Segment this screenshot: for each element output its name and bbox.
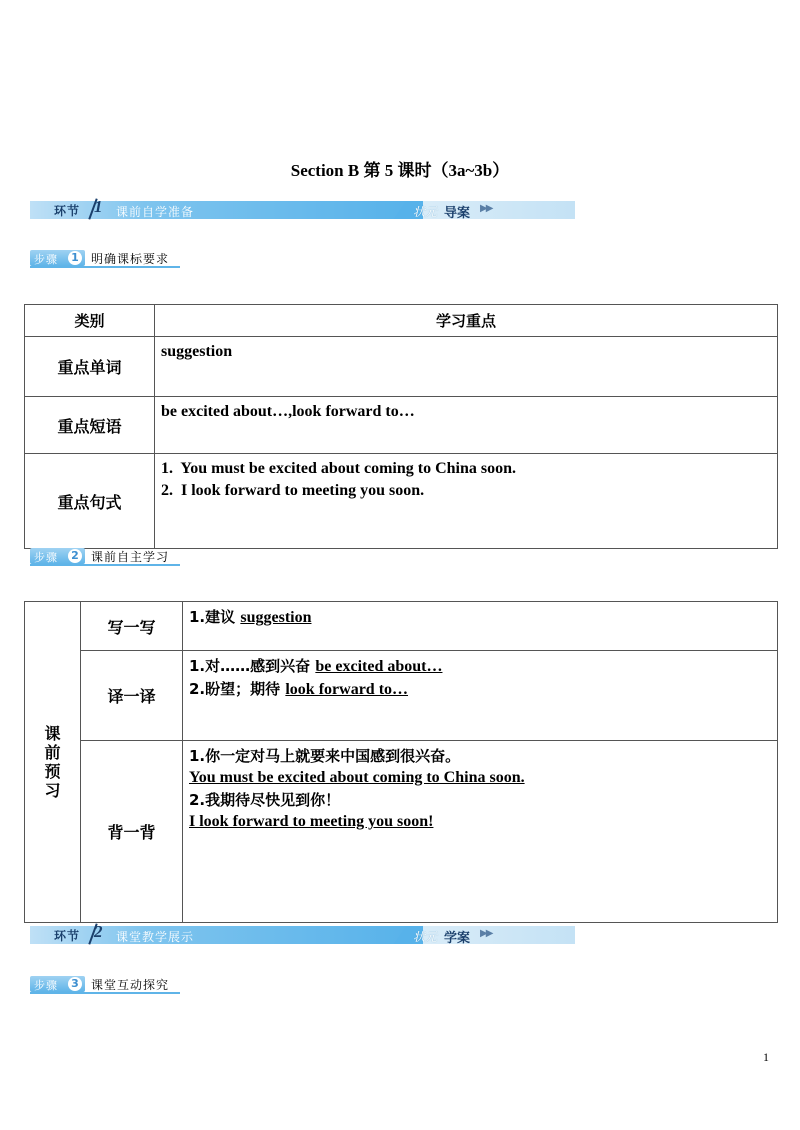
preview-table [24,601,778,923]
section-banner-1 [30,197,575,221]
answer-text: suggestion [240,609,312,626]
step-number: 2 [68,549,82,563]
row-value [155,454,778,549]
double-arrow-icon: ▶▶ [480,203,492,214]
double-arrow-icon: ▶▶ [480,928,492,939]
row-label: 重点单词 [25,337,155,397]
step-underline [30,992,180,994]
value-line: be excited about…,look forward to… [161,403,415,420]
banner-huanjie-label: 环节 [54,204,81,218]
step-label-2 [30,548,180,564]
row-value [183,741,778,923]
banner-tag-bold: 学案 [444,931,471,946]
value-line: 1. You must be excited about coming to China soon. [161,460,516,477]
learning-focus-table [24,304,778,549]
answer-text: be excited about… [315,658,443,675]
section-banner-2 [30,922,575,946]
step-underline [30,564,180,566]
banner-tag-light: 状元 [413,930,438,944]
value-line: suggestion [161,343,233,360]
row-label: 背一背 [81,741,183,923]
value-line [189,655,771,678]
step-number: 1 [68,251,82,265]
value-line: 2.我期待尽快见到你！ [189,791,341,809]
table-row [25,651,778,741]
step-label-3 [30,976,180,992]
banner-number: 1 [94,197,103,216]
banner-number: 2 [94,922,103,941]
side-char: 习 [44,781,61,800]
step-number: 3 [68,977,82,991]
table-row [25,337,778,397]
prompt-text: 2.盼望；期待 [189,680,286,698]
step-word: 步骤 [34,551,58,564]
banner-tag-bold: 导案 [444,206,471,221]
page-title: Section B 第 5 课时（3a~3b） [290,161,510,180]
banner-tag-light: 状元 [413,205,438,219]
prompt-text: 1.对……感到兴奋 [189,657,316,675]
header-focus: 学习重点 [155,305,778,337]
banner-text: 课堂教学展示 [116,930,195,944]
row-value [155,337,778,397]
row-label: 重点短语 [25,397,155,454]
banner-bar [30,926,415,944]
table-row [25,741,778,923]
value-line [189,678,771,701]
row-label: 译一译 [81,651,183,741]
row-label: 写一写 [81,602,183,651]
row-value [155,397,778,454]
prompt-text: 1.建议 [189,608,241,626]
page-number: 1 [763,1050,769,1064]
step-text: 明确课标要求 [91,252,170,266]
step-label-1 [30,250,180,266]
step-badge [30,250,85,266]
step-badge [30,548,85,564]
row-label: 重点句式 [25,454,155,549]
step-badge [30,976,85,992]
side-char: 预 [44,762,61,781]
value-line: 1.你一定对马上就要来中国感到很兴奋。 [189,747,461,765]
answer-text: I look forward to meeting you soon! [189,813,434,830]
value-line: 2. I look forward to meeting you soon. [161,482,425,499]
step-underline [30,266,180,268]
banner-huanjie-label: 环节 [54,929,81,943]
banner-bar [30,201,415,219]
side-char: 前 [44,743,61,762]
step-word: 步骤 [34,253,58,266]
header-category: 类别 [25,305,155,337]
answer-text: look forward to… [285,681,409,698]
step-text: 课前自主学习 [91,550,170,564]
table-row [25,397,778,454]
row-value [183,602,778,651]
answer-text: You must be excited about coming to China soon. [189,769,525,786]
step-word: 步骤 [34,979,58,992]
banner-text: 课前自学准备 [116,205,195,219]
row-value [183,651,778,741]
step-text: 课堂互动探究 [91,978,170,992]
preview-side-label [25,602,81,923]
table-row [25,602,778,651]
table-row [25,454,778,549]
side-char: 课 [44,724,61,743]
table-header-row [25,305,778,337]
